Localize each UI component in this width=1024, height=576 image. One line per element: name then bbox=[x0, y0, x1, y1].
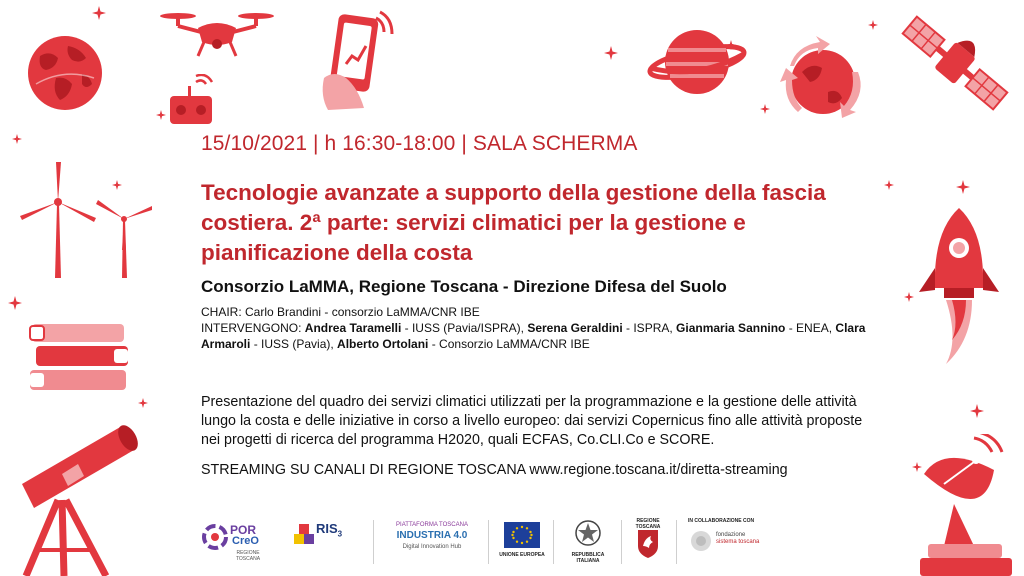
speaker-affiliation: - Consorzio LaMMA/CNR IBE bbox=[428, 337, 590, 351]
speaker-name: Andrea Taramelli bbox=[304, 321, 402, 335]
por-creo-logo bbox=[198, 512, 270, 570]
ris3-cubes-icon bbox=[292, 520, 316, 548]
collaborazione-caption: IN COLLABORAZIONE CON bbox=[688, 518, 755, 524]
sparkle-icon bbox=[12, 134, 22, 144]
speaker-name: Alberto Ortolani bbox=[337, 337, 429, 351]
event-title: Tecnologie avanzate a supporto della gestione della fascia costiera. 2ª parte: servizi climatici per la gestione e pianificazione della costa bbox=[201, 180, 826, 265]
event-organizers: Consorzio LaMMA, Regione Toscana - Direzione Difesa del Suolo bbox=[201, 277, 727, 296]
creo-label: CreO bbox=[232, 535, 259, 547]
planet-icon bbox=[646, 16, 748, 108]
speaker-name: Clara Armaroli bbox=[201, 321, 866, 351]
satellite-dish-icon bbox=[914, 434, 1024, 576]
speaker-affiliation: - ENEA, bbox=[785, 321, 836, 335]
pegasus-shield-icon bbox=[636, 528, 660, 558]
globe-icon bbox=[26, 34, 104, 112]
chair-label: CHAIR: bbox=[201, 305, 246, 319]
por-creo-mark-icon bbox=[200, 522, 230, 552]
wind-turbine-icon bbox=[94, 190, 154, 278]
por-sub-label: REGIONE TOSCANA bbox=[235, 550, 261, 562]
chair-and-speakers bbox=[201, 304, 881, 352]
italian-emblem-icon bbox=[574, 518, 602, 548]
event-description: Presentazione del quadro dei servizi climatici utilizzati per la programmazione e la gestione delle attività lungo la costa e delle iniziative in corso a livello europeo: dai servizi Copernicus fino alle attività proposte nei progetti di ricerca del programma H2020, quali ECFAS, Co.CLI.Co e SCORE. bbox=[201, 394, 863, 448]
sparkle-icon bbox=[904, 292, 914, 302]
recycle-globe-icon bbox=[778, 36, 868, 130]
sparkle-icon bbox=[868, 20, 878, 30]
logo-divider bbox=[488, 520, 489, 564]
eu-flag-icon bbox=[504, 522, 540, 548]
logo-divider bbox=[676, 520, 677, 564]
speaker-affiliation: - IUSS (Pavia), bbox=[250, 337, 338, 351]
satellite-icon bbox=[894, 4, 1016, 122]
smartphone-icon bbox=[318, 8, 394, 110]
speaker-name: Gianmaria Sannino bbox=[676, 321, 786, 335]
repubblica-caption: REPUBBLICA ITALIANA bbox=[571, 552, 605, 564]
regione-caption: REGIONE TOSCANA bbox=[635, 518, 661, 530]
eu-logo bbox=[498, 512, 546, 570]
repubblica-italiana-logo bbox=[562, 512, 614, 570]
sparkle-icon bbox=[884, 180, 894, 190]
sparkle-icon bbox=[112, 180, 122, 190]
chair-text: Carlo Brandini - consorzio LaMMA/CNR IBE bbox=[245, 305, 480, 319]
sponsor-logos-bar bbox=[198, 512, 758, 570]
por-label: POR bbox=[230, 523, 257, 537]
sparkle-icon bbox=[760, 104, 770, 114]
fondazione-line2: sistema toscana bbox=[716, 539, 760, 545]
fondazione-sistema-toscana-logo bbox=[688, 512, 760, 570]
industria-bottom-label: Digital Innovation Hub bbox=[402, 544, 462, 550]
logo-divider bbox=[373, 520, 374, 564]
event-date-line: 15/10/2021 | h 16:30-18:00 | SALA SCHERMA bbox=[201, 132, 638, 155]
drone-icon bbox=[156, 8, 278, 64]
sparkle-icon bbox=[92, 6, 106, 20]
telescope-icon bbox=[2, 404, 142, 576]
eu-caption: UNIONE EUROPEA bbox=[499, 552, 545, 558]
ris3-logo bbox=[292, 512, 344, 570]
industria40-logo bbox=[382, 512, 482, 570]
sparkle-icon bbox=[8, 296, 22, 310]
ris-main: RIS bbox=[316, 521, 338, 536]
sparkle-icon bbox=[970, 404, 984, 418]
speakers-line bbox=[201, 320, 881, 352]
speaker-affiliation: - ISPRA, bbox=[622, 321, 677, 335]
industria-top-label: PIATTAFORMA TOSCANA bbox=[396, 522, 468, 528]
logo-divider bbox=[553, 520, 554, 564]
fondazione-line1: fondazione bbox=[716, 532, 746, 538]
wind-turbine-icon bbox=[18, 160, 100, 278]
ris-label bbox=[316, 521, 342, 539]
sparkle-icon bbox=[156, 110, 166, 120]
industria-main-label: INDUSTRIA 4.0 bbox=[396, 530, 468, 541]
regione-toscana-logo bbox=[628, 512, 668, 570]
streaming-info: STREAMING SU CANALI DI REGIONE TOSCANA www.regione.toscana.it/diretta-streaming bbox=[201, 462, 788, 478]
speakers-label: INTERVENGONO: bbox=[201, 321, 305, 335]
logo-divider bbox=[621, 520, 622, 564]
remote-control-icon bbox=[166, 74, 216, 130]
rocket-icon bbox=[916, 208, 1002, 364]
sparkle-icon bbox=[604, 46, 618, 60]
ris-sub: 3 bbox=[337, 529, 343, 539]
books-icon bbox=[26, 322, 134, 394]
chair-line bbox=[201, 304, 881, 320]
speaker-affiliation: - IUSS (Pavia/ISPRA), bbox=[401, 321, 528, 335]
fondazione-mark-icon bbox=[690, 530, 712, 552]
speaker-name: Serena Geraldini bbox=[527, 321, 623, 335]
sparkle-icon bbox=[956, 180, 970, 194]
